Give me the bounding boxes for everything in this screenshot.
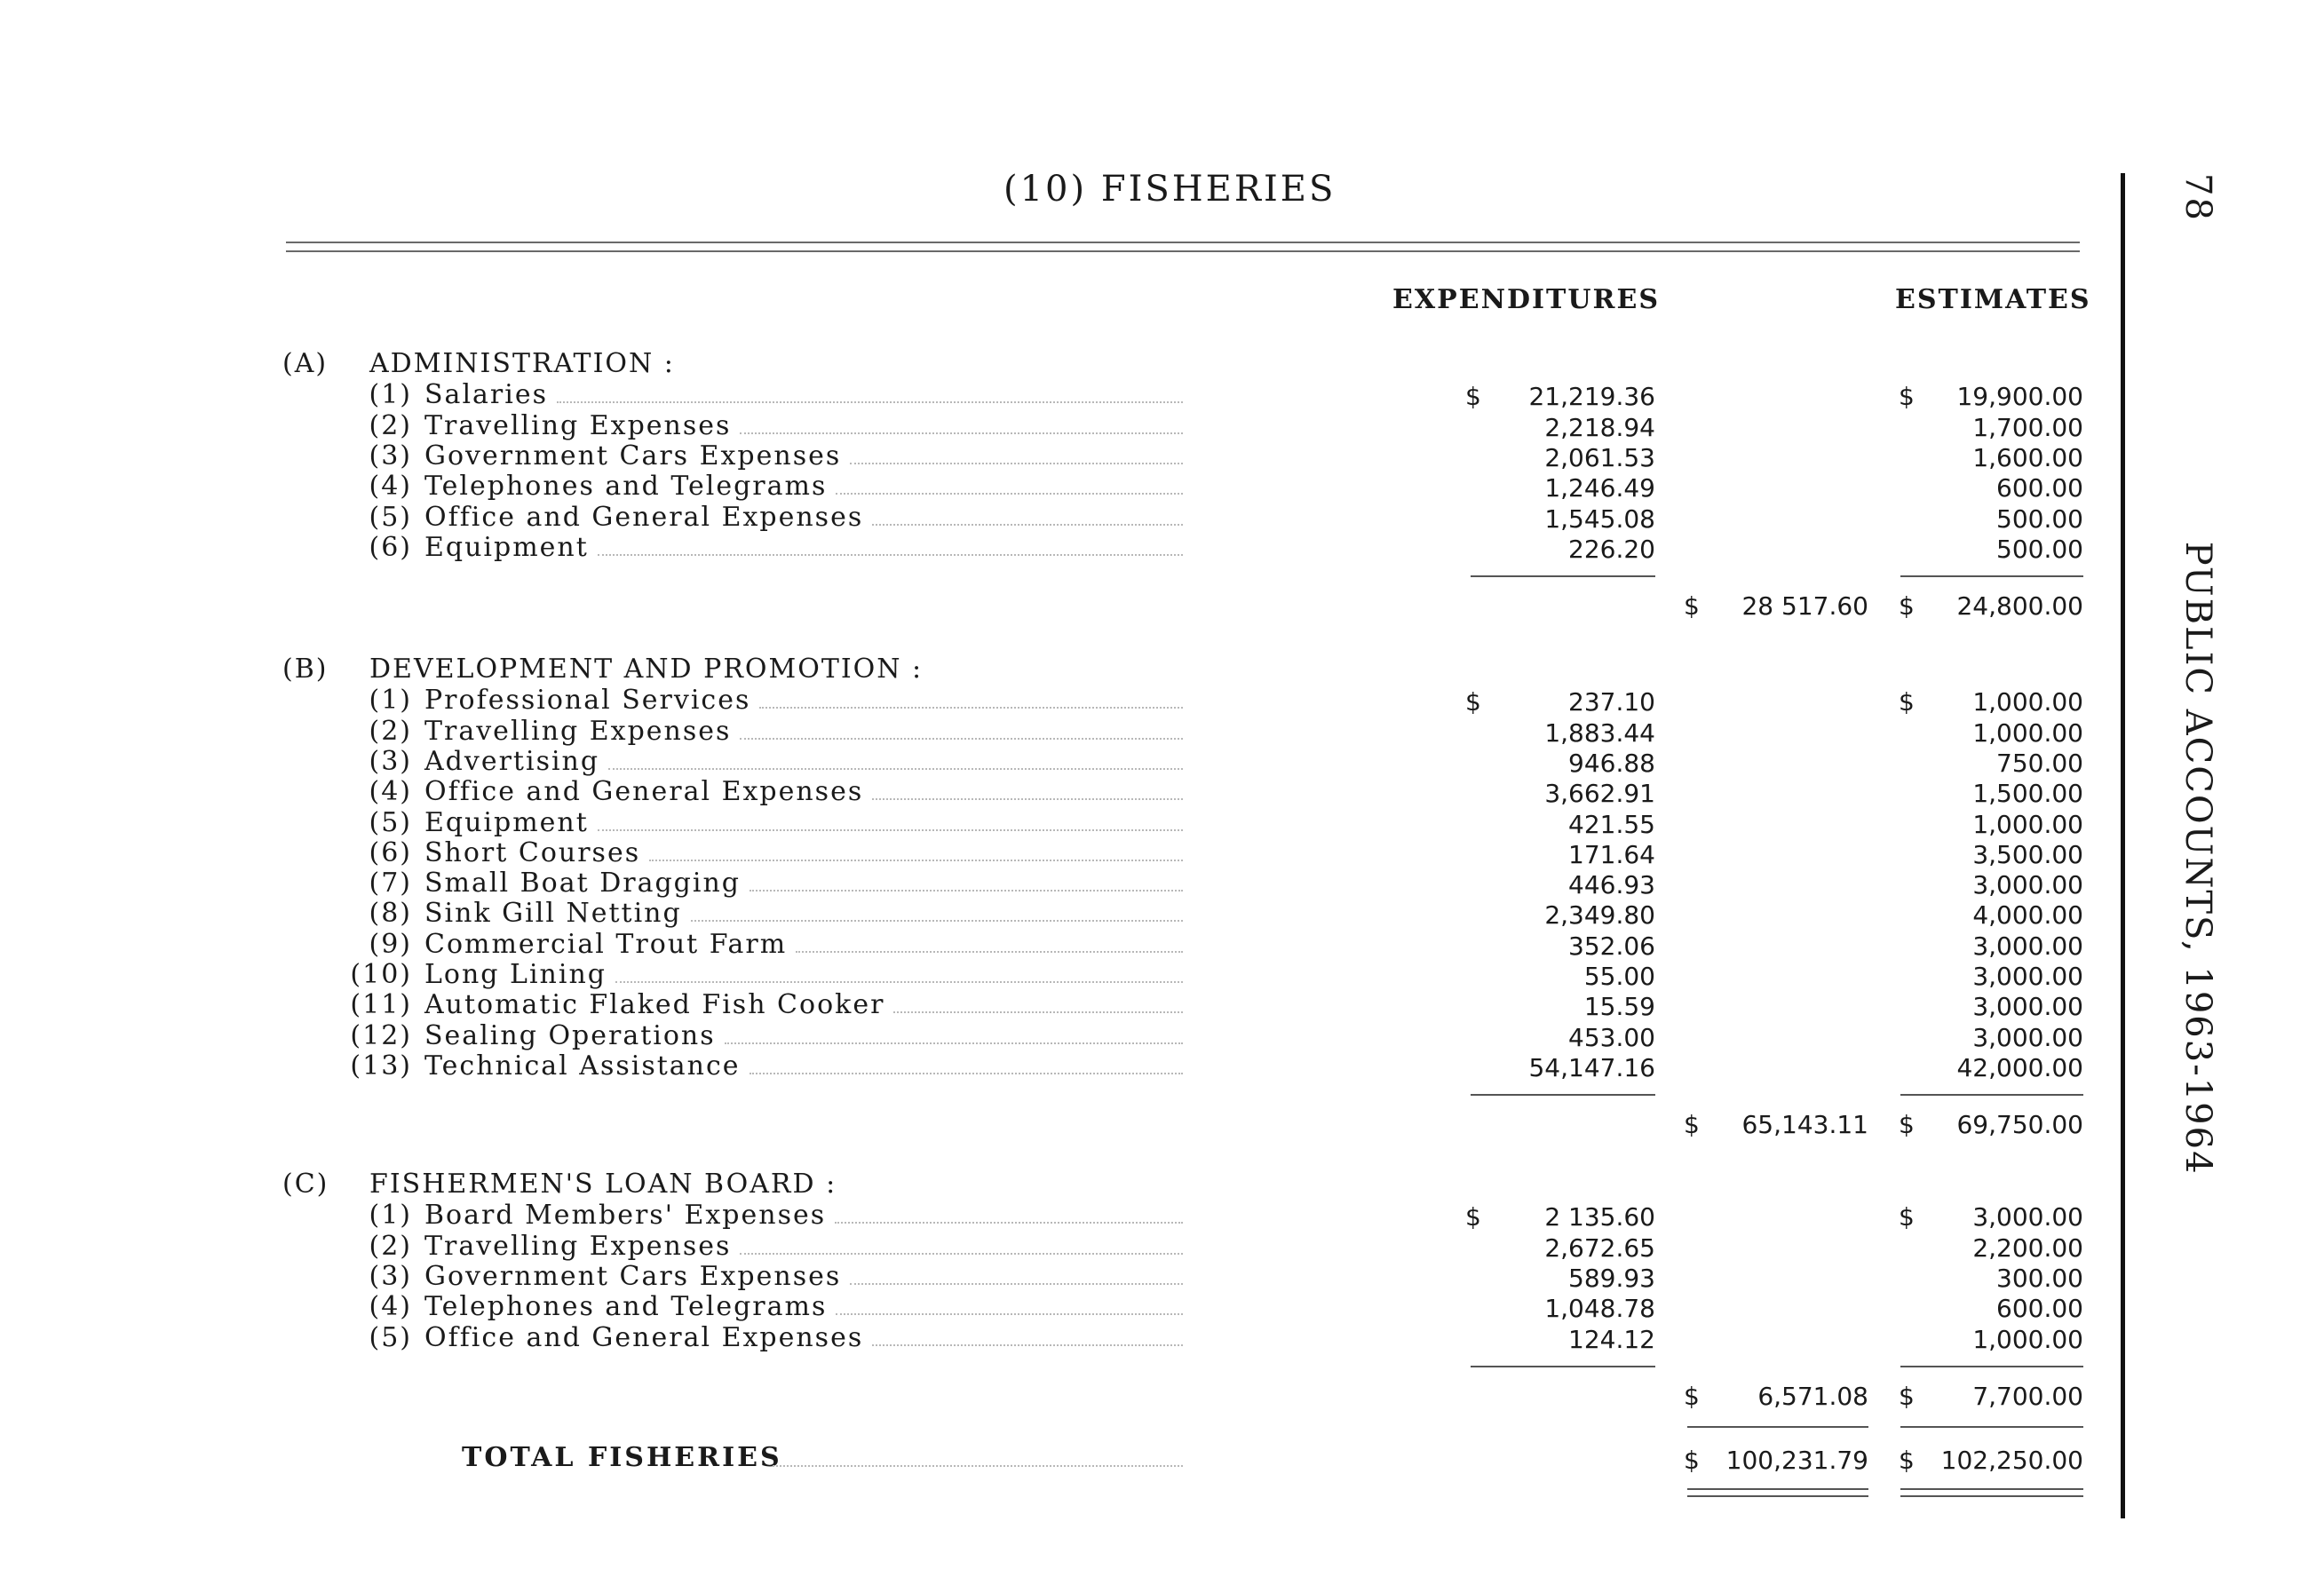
total-double-rule <box>1900 1495 2083 1497</box>
estimate-value: 1,000.00 <box>1972 1324 2083 1354</box>
expenditure-value: 54,147.16 <box>1528 1052 1655 1082</box>
estimate-value: 300.00 <box>1996 1263 2083 1293</box>
currency-symbol: $ <box>1465 382 1481 412</box>
dot-leader <box>691 920 1183 922</box>
item-number: (5) <box>369 806 412 838</box>
line-item <box>369 1199 1183 1232</box>
line-item <box>369 1290 1183 1323</box>
item-name: Board Members' Expenses <box>424 1200 827 1232</box>
item-number: (1) <box>369 685 412 717</box>
currency-symbol: $ <box>1899 1202 1915 1232</box>
line-item <box>369 806 1183 838</box>
line-item <box>369 470 1183 503</box>
total-estimate: 102,250.00 <box>1940 1446 2083 1475</box>
estimate-value: 3,500.00 <box>1972 839 2083 869</box>
expenditure-value: 2,218.94 <box>1544 412 1655 442</box>
item-number: (10) <box>350 959 412 990</box>
subtotal-rule <box>1900 1366 2083 1367</box>
line-item <box>369 440 1183 472</box>
total-rule <box>1687 1426 1868 1428</box>
item-number: (8) <box>369 898 412 930</box>
expenditure-value: 1,048.78 <box>1544 1294 1655 1324</box>
dot-leader <box>850 463 1183 464</box>
total-dot-leader <box>773 1465 1183 1467</box>
expenditure-value: 55.00 <box>1583 962 1655 991</box>
item-name: Commercial Trout Farm <box>424 928 788 960</box>
total-double-rule <box>1687 1495 1868 1497</box>
currency-symbol: $ <box>1684 1381 1700 1411</box>
line-item <box>350 988 1183 1021</box>
subtotal-rule <box>1471 1366 1655 1367</box>
subtotal-expenditure: 65,143.11 <box>1741 1109 1868 1139</box>
expenditure-value: 421.55 <box>1568 809 1655 839</box>
line-item <box>369 836 1183 868</box>
currency-symbol: $ <box>1684 1446 1700 1475</box>
dot-leader <box>608 768 1183 770</box>
item-name: Travelling Expenses <box>424 1230 732 1262</box>
section-label: (A) <box>282 348 329 379</box>
line-item <box>369 684 1183 717</box>
estimate-value: 4,000.00 <box>1972 900 2083 931</box>
section-name: FISHERMEN'S LOAN BOARD : <box>369 1169 837 1200</box>
total-double-rule <box>1900 1488 2083 1490</box>
item-number: (3) <box>369 1260 412 1292</box>
estimate-value: 3,000.00 <box>1972 1022 2083 1052</box>
margin-rule <box>2121 173 2125 1518</box>
dot-leader <box>836 493 1183 495</box>
expenditure-value: 226.20 <box>1568 534 1655 564</box>
item-number: (9) <box>369 928 412 960</box>
currency-symbol: $ <box>1899 590 1915 621</box>
estimate-value: 1,600.00 <box>1972 442 2083 472</box>
subtotal-expenditure: 6,571.08 <box>1757 1381 1868 1411</box>
estimate-value: 500.00 <box>1996 503 2083 534</box>
item-name: Equipment <box>424 806 589 838</box>
subtotal-estimate: 7,700.00 <box>1972 1381 2083 1411</box>
expenditure-value: 171.64 <box>1568 839 1655 869</box>
dot-leader <box>850 1283 1183 1285</box>
expenditure-value: 1,545.08 <box>1544 503 1655 534</box>
page-number: 78 <box>2177 173 2218 222</box>
currency-symbol: $ <box>1684 590 1700 621</box>
item-number: (5) <box>369 501 412 533</box>
section-name: DEVELOPMENT AND PROMOTION : <box>369 654 924 685</box>
section-name: ADMINISTRATION : <box>369 348 675 379</box>
item-number: (1) <box>369 379 412 411</box>
subtotal-rule <box>1471 1094 1655 1096</box>
item-name: Telephones and Telegrams <box>424 1291 828 1323</box>
item-number: (6) <box>369 836 412 868</box>
expenditure-value: 446.93 <box>1568 870 1655 900</box>
currency-symbol: $ <box>1465 687 1481 717</box>
dot-leader <box>740 432 1183 434</box>
currency-symbol: $ <box>1899 687 1915 717</box>
dot-leader <box>872 524 1183 526</box>
item-name: Sealing Operations <box>424 1019 716 1051</box>
expenditure-value: 237.10 <box>1568 687 1655 717</box>
item-name: Technical Assistance <box>424 1050 741 1082</box>
dot-leader <box>725 1042 1183 1044</box>
item-number: (3) <box>369 745 412 777</box>
currency-symbol: $ <box>1899 382 1915 412</box>
item-number: (5) <box>369 1321 412 1353</box>
item-name: Automatic Flaked Fish Cooker <box>424 989 885 1021</box>
estimate-value: 1,700.00 <box>1972 412 2083 442</box>
currency-symbol: $ <box>1899 1446 1915 1475</box>
item-name: Travelling Expenses <box>424 715 732 747</box>
item-number: (13) <box>350 1050 412 1082</box>
item-name: Office and General Expenses <box>424 1321 864 1353</box>
line-item <box>369 409 1183 441</box>
expenditure-value: 2,349.80 <box>1544 900 1655 931</box>
dot-leader <box>740 738 1183 740</box>
subtotal-rule <box>1900 1094 2083 1096</box>
expenditure-value: 589.93 <box>1568 1263 1655 1293</box>
line-item <box>350 1019 1183 1051</box>
item-number: (4) <box>369 471 412 503</box>
item-number: (11) <box>350 989 412 1021</box>
dot-leader <box>750 890 1183 892</box>
dot-leader <box>872 798 1183 800</box>
line-item <box>369 501 1183 533</box>
page-title: (10) FISHERIES <box>1003 169 1336 210</box>
item-number: (4) <box>369 776 412 808</box>
dot-leader <box>872 1344 1183 1346</box>
item-name: Professional Services <box>424 685 751 717</box>
expenditure-value: 21,219.36 <box>1528 382 1655 412</box>
estimate-value: 42,000.00 <box>1956 1052 2083 1082</box>
dot-leader <box>557 401 1183 403</box>
estimate-value: 750.00 <box>1996 748 2083 778</box>
item-number: (12) <box>350 1019 412 1051</box>
estimate-value: 600.00 <box>1996 1294 2083 1324</box>
total-label: TOTAL FISHERIES <box>462 1442 782 1473</box>
dot-leader <box>598 829 1183 831</box>
line-item <box>369 1321 1183 1353</box>
line-item <box>369 531 1183 563</box>
line-item <box>369 378 1183 411</box>
item-number: (4) <box>369 1291 412 1323</box>
dot-leader <box>649 860 1183 861</box>
dot-leader <box>750 1073 1183 1074</box>
item-name: Office and General Expenses <box>424 501 864 533</box>
line-item <box>369 1230 1183 1262</box>
expenditure-value: 2 135.60 <box>1544 1202 1655 1232</box>
item-name: Salaries <box>424 379 549 411</box>
item-number: (2) <box>369 715 412 747</box>
item-name: Equipment <box>424 531 589 563</box>
expenditure-value: 3,662.91 <box>1544 779 1655 809</box>
dot-leader <box>836 1313 1183 1315</box>
item-number: (7) <box>369 868 412 899</box>
item-name: Government Cars Expenses <box>424 1260 842 1292</box>
subtotal-estimate: 24,800.00 <box>1956 590 2083 621</box>
expenditure-value: 2,061.53 <box>1544 442 1655 472</box>
item-number: (2) <box>369 409 412 441</box>
section-label: (B) <box>282 654 329 685</box>
dot-leader <box>598 554 1183 556</box>
expenditure-value: 1,246.49 <box>1544 473 1655 503</box>
expenditure-value: 124.12 <box>1568 1324 1655 1354</box>
running-head <box>2177 173 2218 1505</box>
estimate-value: 3,000.00 <box>1972 1202 2083 1232</box>
estimate-value: 1,500.00 <box>1972 779 2083 809</box>
expenditure-value: 2,672.65 <box>1544 1232 1655 1263</box>
item-name: Long Lining <box>424 959 607 990</box>
currency-symbol: $ <box>1465 1202 1481 1232</box>
item-name: Small Boat Dragging <box>424 868 742 899</box>
estimate-value: 2,200.00 <box>1972 1232 2083 1263</box>
line-item <box>369 715 1183 747</box>
item-name: Office and General Expenses <box>424 776 864 808</box>
dot-leader <box>615 981 1183 983</box>
expenditure-value: 453.00 <box>1568 1022 1655 1052</box>
estimate-value: 1,000.00 <box>1972 687 2083 717</box>
dot-leader <box>893 1011 1183 1013</box>
item-name: Sink Gill Netting <box>424 898 682 930</box>
subtotal-rule <box>1900 575 2083 577</box>
currency-symbol: $ <box>1899 1109 1915 1139</box>
expenditure-value: 1,883.44 <box>1544 717 1655 748</box>
item-name: Government Cars Expenses <box>424 440 842 472</box>
item-number: (3) <box>369 440 412 472</box>
dot-leader <box>759 707 1183 709</box>
dot-leader <box>740 1253 1183 1255</box>
header-rule <box>286 242 2080 243</box>
dot-leader <box>835 1222 1183 1224</box>
expenditures-header: EXPENDITURES <box>1392 284 1660 315</box>
expenditure-value: 946.88 <box>1568 748 1655 778</box>
currency-symbol: $ <box>1899 1381 1915 1411</box>
item-number: (6) <box>369 531 412 563</box>
estimate-value: 3,000.00 <box>1972 992 2083 1022</box>
header-rule-lower <box>286 250 2080 252</box>
total-expenditure: 100,231.79 <box>1725 1446 1868 1475</box>
estimate-value: 600.00 <box>1996 473 2083 503</box>
estimate-value: 3,000.00 <box>1972 870 2083 900</box>
subtotal-expenditure: 28 517.60 <box>1741 590 1868 621</box>
item-name: Travelling Expenses <box>424 409 732 441</box>
total-double-rule <box>1687 1488 1868 1490</box>
line-item <box>369 897 1183 930</box>
subtotal-estimate: 69,750.00 <box>1956 1109 2083 1139</box>
item-name: Short Courses <box>424 836 641 868</box>
subtotal-rule <box>1471 575 1655 577</box>
item-number: (1) <box>369 1200 412 1232</box>
expenditure-value: 15.59 <box>1583 992 1655 1022</box>
line-item <box>369 745 1183 777</box>
item-number: (2) <box>369 1230 412 1262</box>
section-label: (C) <box>282 1169 329 1200</box>
item-name: Telephones and Telegrams <box>424 471 828 503</box>
line-item <box>350 1050 1183 1082</box>
estimate-value: 1,000.00 <box>1972 717 2083 748</box>
estimate-value: 500.00 <box>1996 534 2083 564</box>
estimates-header: ESTIMATES <box>1895 284 2091 315</box>
line-item <box>369 775 1183 808</box>
estimate-value: 19,900.00 <box>1956 382 2083 412</box>
line-item <box>369 928 1183 960</box>
estimate-value: 3,000.00 <box>1972 931 2083 961</box>
running-head-text: PUBLIC ACCOUNTS, 1963-1964 <box>2177 541 2218 1176</box>
line-item <box>369 1260 1183 1292</box>
currency-symbol: $ <box>1684 1109 1700 1139</box>
estimate-value: 3,000.00 <box>1972 962 2083 991</box>
expenditure-value: 352.06 <box>1568 931 1655 961</box>
item-name: Advertising <box>424 745 600 777</box>
total-rule <box>1900 1426 2083 1428</box>
estimate-value: 1,000.00 <box>1972 809 2083 839</box>
dot-leader <box>796 951 1183 953</box>
line-item <box>350 958 1183 990</box>
line-item <box>369 867 1183 899</box>
